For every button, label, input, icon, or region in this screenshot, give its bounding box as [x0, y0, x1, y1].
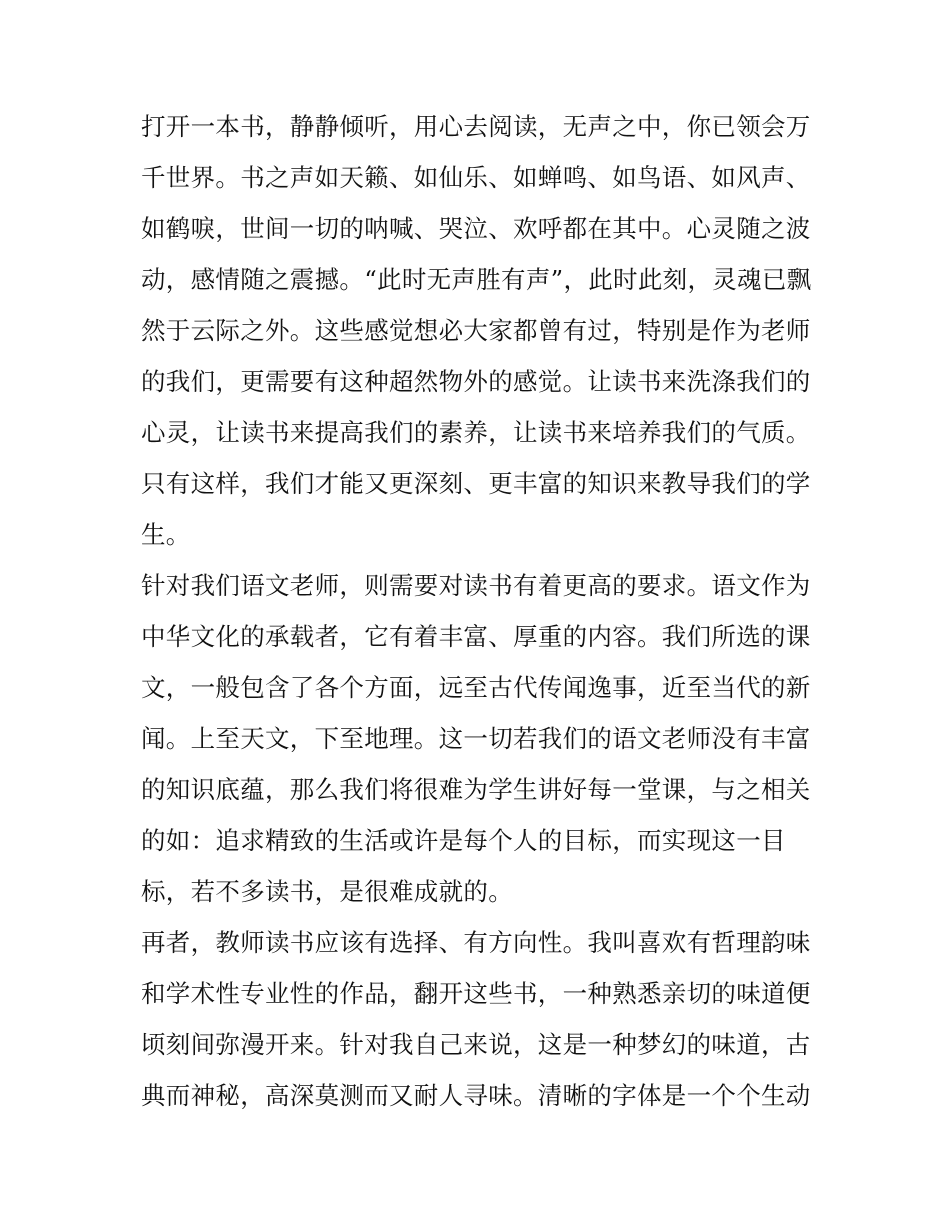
text-line: 的如：追求精致的生活或许是每个人的目标，而实现这一目: [141, 826, 786, 855]
text-line: 如鹤唳，世间一切的呐喊、哭泣、欢呼都在其中。心灵随之波: [141, 214, 811, 243]
text-line: 动，感情随之震撼。“此时无声胜有声”，此时此刻，灵魂已飘: [141, 265, 812, 294]
text-line: 只有这样，我们才能又更深刻、更丰富的知识来教导我们的学: [141, 469, 811, 498]
text-line: 然于云际之外。这些感觉想必大家都曾有过，特别是作为老师: [141, 316, 811, 345]
text-line: 顷刻间弥漫开来。针对我自己来说，这是一种梦幻的味道，古: [141, 1030, 811, 1059]
text-line: 标，若不多读书，是很难成就的。: [141, 877, 513, 906]
text-line: 打开一本书，静静倾听，用心去阅读，无声之中，你已领会万: [141, 112, 811, 141]
text-line: 典而神秘，高深莫测而又耐人寻味。清晰的字体是一个个生动: [141, 1081, 811, 1110]
text-line: 闻。上至天文，下至地理。这一切若我们的语文老师没有丰富: [141, 724, 811, 753]
text-line: 文，一般包含了各个方面，远至古代传闻逸事，近至当代的新: [141, 673, 811, 702]
text-line: 再者，教师读书应该有选择、有方向性。我叫喜欢有哲理韵味: [141, 928, 811, 957]
text-line: 和学术性专业性的作品，翻开这些书，一种熟悉亲切的味道便: [141, 979, 811, 1008]
text-line: 千世界。书之声如天籁、如仙乐、如蝉鸣、如鸟语、如风声、: [141, 163, 811, 192]
text-line: 的知识底蕴，那么我们将很难为学生讲好每一堂课，与之相关: [141, 775, 811, 804]
text-line: 生。: [141, 520, 191, 549]
text-line: 中华文化的承载者，它有着丰富、厚重的内容。我们所选的课: [141, 622, 811, 651]
text-line: 的我们，更需要有这种超然物外的感觉。让读书来洗涤我们的: [141, 367, 811, 396]
text-line: 心灵，让读书来提高我们的素养，让读书来培养我们的气质。: [141, 418, 811, 447]
text-line: 针对我们语文老师，则需要对读书有着更高的要求。语文作为: [141, 571, 811, 600]
